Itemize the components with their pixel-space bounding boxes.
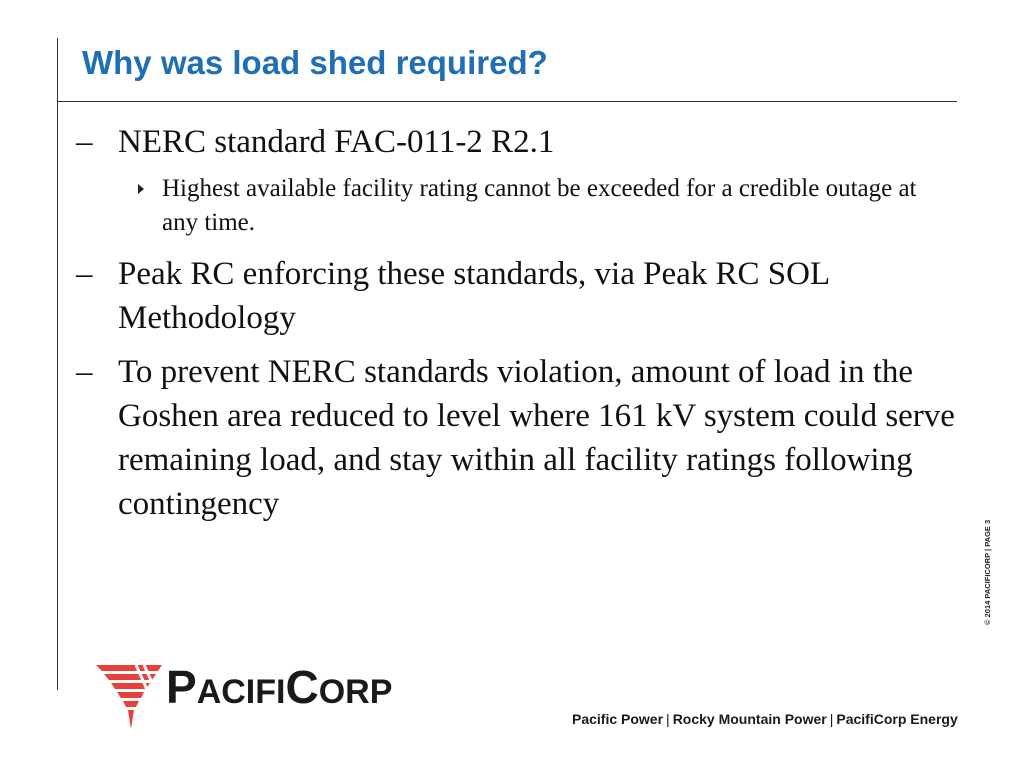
brand-rocky-mountain-power: Rocky Mountain Power <box>672 711 827 727</box>
bullet-text: Peak RC enforcing these standards, via Peak RC SOL Methodology <box>118 256 829 336</box>
bullet-item <box>0 120 960 164</box>
bullet-item <box>0 350 960 526</box>
bullet-item <box>0 252 960 340</box>
brand-separator: | <box>666 711 670 727</box>
slide-title: Why was load shed required? <box>82 44 548 81</box>
sub-bullet-text: Highest available facility rating cannot be exceeded for a credible outage at any time. <box>162 175 917 236</box>
triangle-bullet-icon <box>138 184 144 194</box>
sub-bullet-item <box>0 172 952 240</box>
dash-marker: – <box>76 354 93 390</box>
title-underline <box>57 101 957 102</box>
dash-marker: – <box>76 124 93 160</box>
bullet-text: NERC standard FAC-011-2 R2.1 <box>118 124 555 160</box>
brand-list <box>572 711 958 727</box>
brand-separator: | <box>829 711 834 727</box>
dash-marker: – <box>76 256 93 292</box>
bullet-list <box>0 120 960 526</box>
brand-pacificorp-energy: PacifiCorp Energy <box>836 711 958 727</box>
copyright-notice <box>982 500 996 625</box>
pacificorp-logo-icon <box>96 663 162 731</box>
brand-pacific-power: Pacific Power <box>572 711 664 727</box>
bullet-text: To prevent NERC standards violation, amount of load in the Goshen area reduced to level where 161 kV system could serve remaining load, and stay within all facility ratings following contingency <box>118 354 955 522</box>
pacificorp-logo-wordmark: PACIFICORP <box>166 661 393 713</box>
copyright-text: © 2014 PACIFICORP | PAGE 3 <box>983 519 992 625</box>
